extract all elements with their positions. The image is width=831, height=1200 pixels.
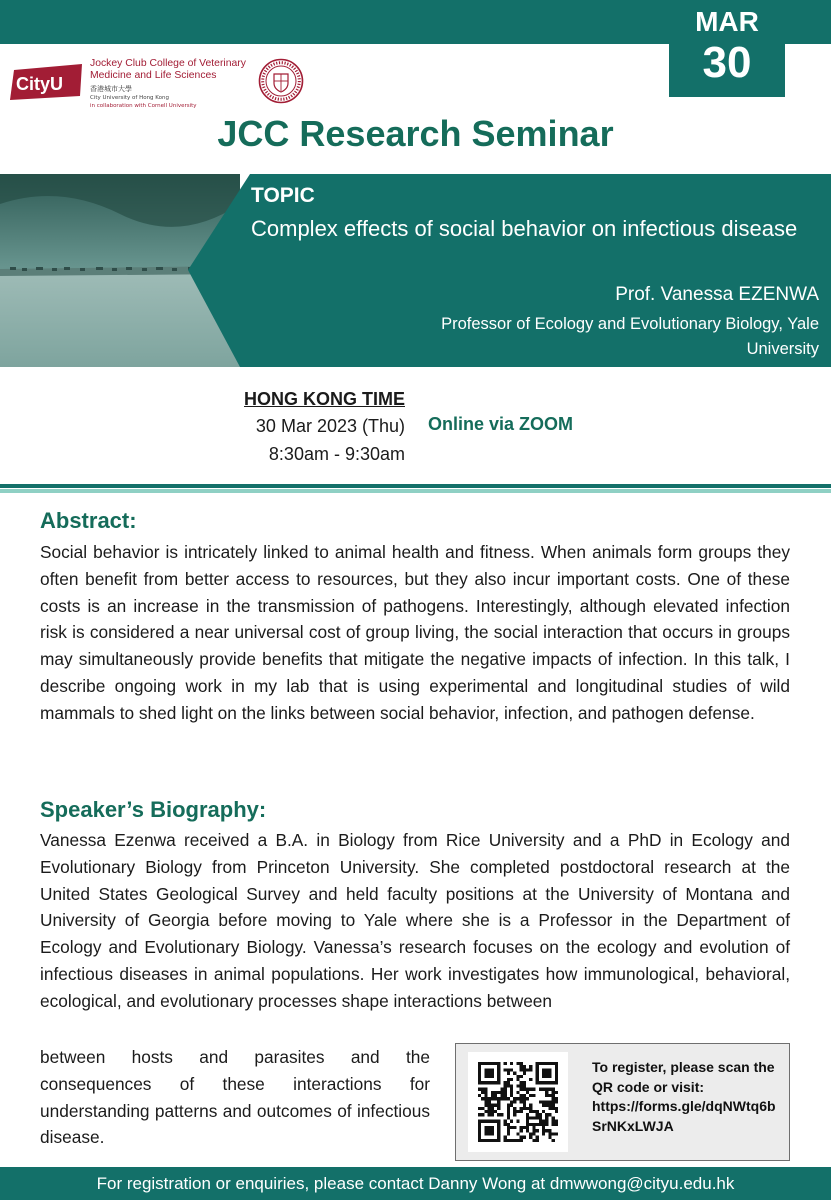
topic-title: Complex effects of social behavior on infectious disease — [251, 216, 798, 241]
college-logo-text — [90, 58, 260, 110]
time-block — [200, 386, 405, 468]
cityu-logo — [8, 62, 86, 102]
university-name: City University of Hong Kong — [90, 95, 169, 101]
bio-text-continued: between hosts and parasites and the consequences of these interactions for understanding patterns and outcomes of infectious disease. — [40, 1047, 430, 1148]
section-divider — [0, 484, 831, 494]
event-date: 30 Mar 2023 (Thu) — [255, 416, 405, 436]
registration-link[interactable]: https://forms.gle/dqNWtq6bSrNKxLWJA — [592, 1098, 776, 1134]
speaker-title: Professor of Ecology and Evolutionary Biology, Yale University — [441, 315, 819, 358]
college-name-line1: Jockey Club College of Veterinary — [90, 58, 246, 69]
collaboration-note: in collaboration with Cornell University — [90, 103, 197, 109]
registration-instruction: To register, please scan the QR code or visit: — [592, 1059, 775, 1095]
qr-code[interactable] — [468, 1052, 568, 1152]
date-day: 30 — [702, 38, 752, 87]
date-month: MAR — [695, 6, 759, 37]
speaker-name: Prof. Vanessa EZENWA — [615, 284, 819, 305]
topic-label: TOPIC — [251, 184, 315, 207]
cityu-logo-text: CityU — [16, 74, 64, 94]
abstract-heading: Abstract: — [40, 508, 137, 533]
event-hours: 8:30am - 9:30am — [268, 444, 405, 464]
time-heading: HONG KONG TIME — [244, 389, 405, 409]
event-venue: Online via ZOOM — [428, 414, 574, 434]
college-name-line2: Medicine and Life Sciences — [90, 70, 217, 81]
footer — [0, 1167, 831, 1200]
cornell-seal-icon — [258, 58, 304, 104]
bio-text: Vanessa Ezenwa received a B.A. in Biology from Rice University and a PhD in Ecology and Evolutionary Biology from Princeton University. She completed postdoctoral research at the United States Geological Survey and held faculty positions at the University of Montana and University of Georgia before moving to Yale where she is a Professor in the Department of Ecology and Evolutionary Biology. Vanessa’s research focuses on the ecology and evolution of infectious diseases in animal populations. Her work investigates how immunological, behavioral, ecological, and evolutionary processes shape interactions between — [40, 830, 790, 1011]
page-title: JCC Research Seminar — [217, 113, 614, 154]
registration-text — [592, 1058, 782, 1136]
footer-contact: For registration or enquiries, please contact Danny Wong at dmwwong@cityu.edu.hk — [96, 1174, 735, 1193]
divider-light-line — [0, 489, 831, 493]
college-name-chinese: 香港城市大學 — [90, 85, 132, 93]
bio-heading: Speaker’s Biography: — [40, 797, 267, 822]
date-badge — [669, 0, 785, 97]
divider-dark-line — [0, 484, 831, 488]
qr-code-icon[interactable] — [478, 1062, 558, 1142]
registration-box — [455, 1043, 790, 1161]
abstract-text: Social behavior is intricately linked to animal health and fitness. When animals form groups they often benefit from better access to resources, but they also incur important costs. One of these costs is an increase in the transmission of pathogens. Interestingly, although elevated infection risk is considered a near universal cost of group living, the social interaction that occurs in groups may simultaneously provide benefits that mitigate the negative impacts of infection. In this talk, I describe ongoing work in my lab that is using experimental and longitudinal studies of wild mammals to shed light on the links between social behavior, infection, and pathogen defense. — [40, 542, 790, 723]
